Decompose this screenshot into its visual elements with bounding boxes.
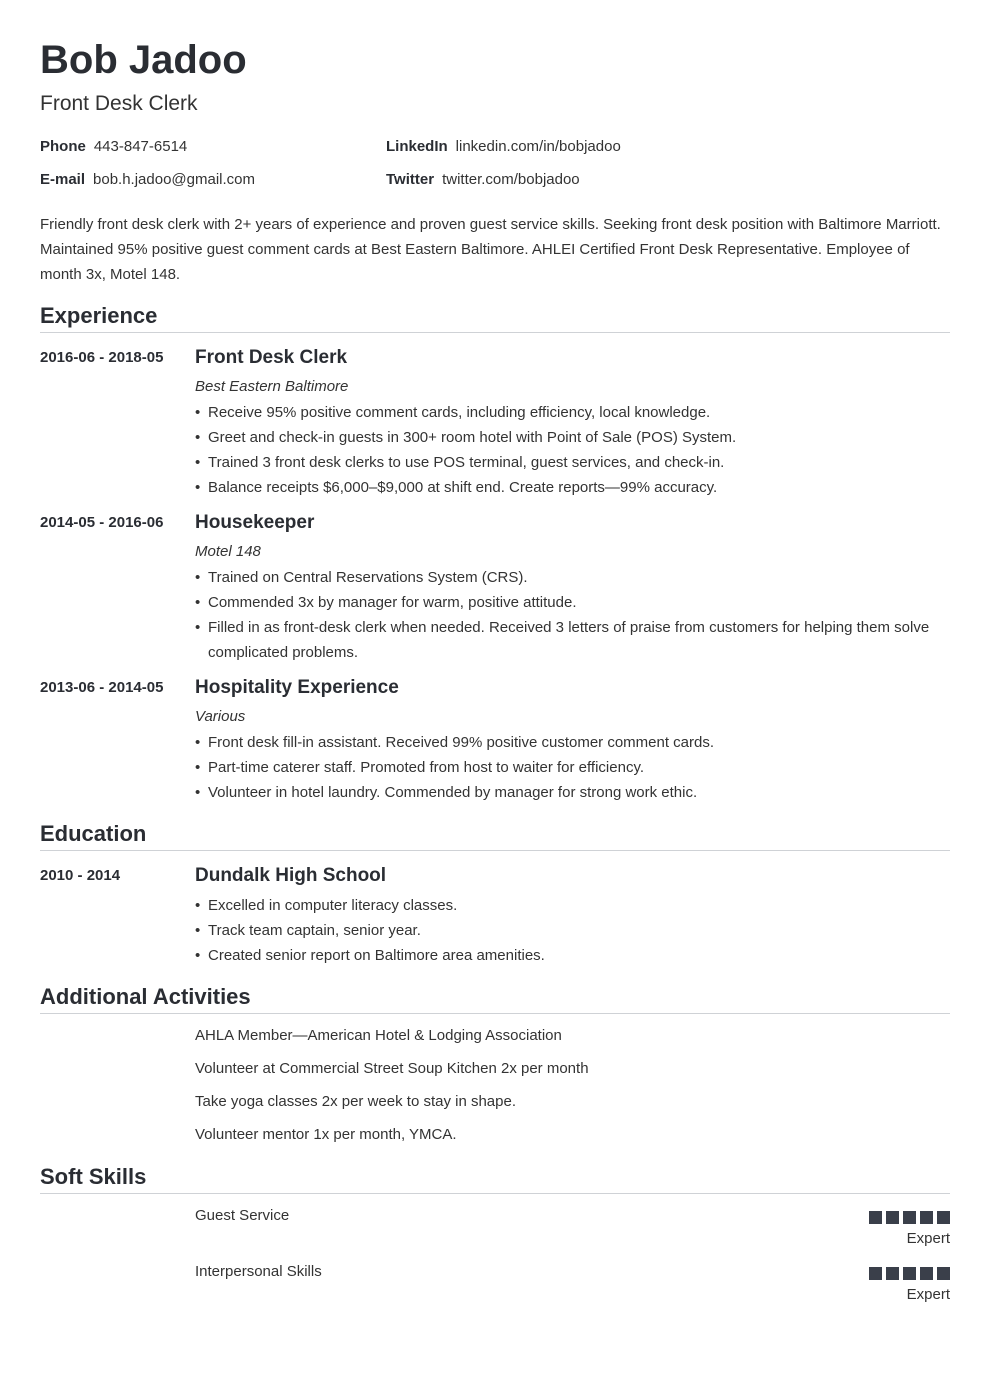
profile-summary: Friendly front desk clerk with 2+ years of experience and proven guest service skills. Seeking front desk position with Baltimore Marriott. Maintained 95% positive guest comment cards at Best Eastern Baltimore. AHLEI Certified Front Desk Representative. Employee of month 3x, Motel 148. bbox=[40, 216, 941, 283]
job-bullet: • Commended 3x by manager for warm, positive attitude. bbox=[195, 590, 950, 615]
skill-level: Expert bbox=[906, 1286, 950, 1303]
contact-twitter-label: Twitter bbox=[386, 171, 435, 188]
job-bullet: • Trained 3 front desk clerks to use POS terminal, guest services, and check-in. bbox=[195, 450, 950, 475]
education-dates: 2010 - 2014 bbox=[40, 867, 121, 884]
rating-square bbox=[903, 1211, 916, 1224]
job-bullet: • Receive 95% positive comment cards, including efficiency, local knowledge. bbox=[195, 400, 950, 425]
experience-heading: Experience bbox=[40, 302, 950, 333]
contact-phone bbox=[40, 137, 187, 157]
job-bullet: • Volunteer in hotel laundry. Commended by manager for strong work ethic. bbox=[195, 780, 950, 805]
activity-item: Take yoga classes 2x per week to stay in shape. bbox=[195, 1093, 517, 1110]
job-company: Various bbox=[195, 708, 246, 725]
rating-square bbox=[920, 1267, 933, 1280]
job-bullet: • Filled in as front-desk clerk when needed. Received 3 letters of praise from customers for helping them solve complicated problems. bbox=[195, 615, 950, 665]
contact-email-value[interactable]: bob.h.jadoo@gmail.com bbox=[93, 171, 255, 188]
contact-phone-value[interactable]: 443-847-6514 bbox=[93, 138, 188, 155]
skill-rating bbox=[869, 1267, 950, 1280]
education-heading: Education bbox=[40, 820, 950, 851]
job-bullet: • Part-time caterer staff. Promoted from host to waiter for efficiency. bbox=[195, 755, 950, 780]
job-title: Hospitality Experience bbox=[195, 677, 399, 698]
rating-square bbox=[920, 1211, 933, 1224]
education-school: Dundalk High School bbox=[195, 865, 387, 886]
rating-square bbox=[903, 1267, 916, 1280]
job-dates: 2013-06 - 2014-05 bbox=[40, 679, 164, 696]
job-title: Housekeeper bbox=[195, 512, 315, 533]
contact-email bbox=[40, 170, 255, 190]
rating-square bbox=[937, 1267, 950, 1280]
job-bullet: • Trained on Central Reservations System (CRS). bbox=[195, 565, 950, 590]
education-bullet: • Track team captain, senior year. bbox=[195, 918, 950, 943]
contact-linkedin bbox=[386, 137, 621, 157]
skill-rating bbox=[869, 1211, 950, 1224]
contact-twitter bbox=[386, 170, 580, 190]
education-bullets bbox=[195, 893, 950, 968]
rating-square bbox=[869, 1267, 882, 1280]
job-dates: 2014-05 - 2016-06 bbox=[40, 514, 164, 531]
skill-level: Expert bbox=[906, 1230, 950, 1247]
skill-name: Interpersonal Skills bbox=[195, 1263, 322, 1280]
rating-square bbox=[937, 1211, 950, 1224]
candidate-title: Front Desk Clerk bbox=[40, 92, 198, 115]
activity-item: Volunteer mentor 1x per month, YMCA. bbox=[195, 1126, 457, 1143]
job-bullets bbox=[195, 400, 950, 500]
job-company: Best Eastern Baltimore bbox=[195, 378, 349, 395]
skill-name: Guest Service bbox=[195, 1207, 290, 1224]
activities-heading: Additional Activities bbox=[40, 983, 950, 1014]
candidate-name: Bob Jadoo bbox=[40, 38, 247, 82]
job-bullet: • Balance receipts $6,000–$9,000 at shift end. Create reports—99% accuracy. bbox=[195, 475, 950, 500]
activity-item: AHLA Member—American Hotel & Lodging Association bbox=[195, 1027, 562, 1044]
education-bullet: • Excelled in computer literacy classes. bbox=[195, 893, 950, 918]
job-company: Motel 148 bbox=[195, 543, 261, 560]
contact-email-label: E-mail bbox=[40, 171, 86, 188]
contact-linkedin-label: LinkedIn bbox=[386, 138, 448, 155]
job-bullet: • Greet and check-in guests in 300+ room hotel with Point of Sale (POS) System. bbox=[195, 425, 950, 450]
rating-square bbox=[886, 1267, 899, 1280]
job-dates: 2016-06 - 2018-05 bbox=[40, 349, 164, 366]
job-bullet: • Front desk fill-in assistant. Received 99% positive customer comment cards. bbox=[195, 730, 950, 755]
education-bullet: • Created senior report on Baltimore area amenities. bbox=[195, 943, 950, 968]
contact-twitter-value[interactable]: twitter.com/bobjadoo bbox=[442, 171, 580, 188]
rating-square bbox=[869, 1211, 882, 1224]
skills-heading: Soft Skills bbox=[40, 1163, 950, 1194]
contact-linkedin-value[interactable]: linkedin.com/in/bobjadoo bbox=[455, 138, 621, 155]
contact-phone-label: Phone bbox=[40, 138, 86, 155]
rating-square bbox=[886, 1211, 899, 1224]
job-bullets bbox=[195, 730, 950, 805]
job-title: Front Desk Clerk bbox=[195, 347, 348, 368]
activity-item: Volunteer at Commercial Street Soup Kitchen 2x per month bbox=[195, 1060, 589, 1077]
job-bullets bbox=[195, 565, 950, 665]
